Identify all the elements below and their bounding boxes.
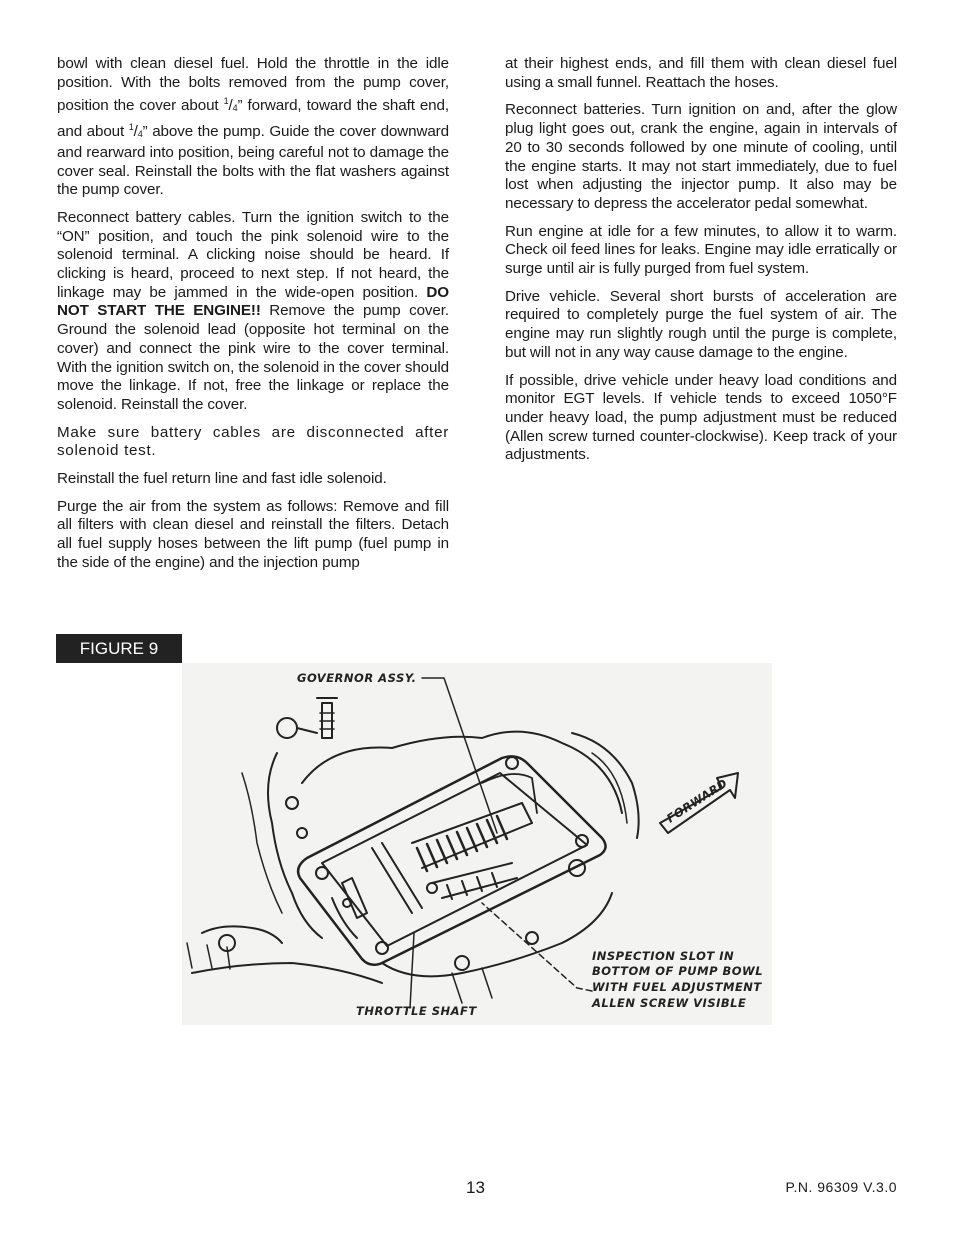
left-text-column [57, 55, 449, 582]
paragraph-reconnect-batteries: Reconnect batteries. Turn ignition on and, after the glow plug light goes out, crank the engine, again in intervals of 20 to 30 seconds followed by one minute of cooling, until the engine starts. It may not start immediately, due to fuel lost when adjusting the injector pump. It also may be necessary to depress the accelerator pedal somewhat. [505, 101, 897, 212]
warning-do-not-start: DO NOT START THE ENGINE!! [57, 283, 449, 320]
callout-forward: FORWARD [664, 775, 730, 826]
right-text-column [505, 55, 897, 474]
part-number: P.N. 96309 V.3.0 [785, 1179, 897, 1195]
figure-label: FIGURE 9 [56, 634, 182, 663]
paragraph-idle-warm: Run engine at idle for a few minutes, to allow it to warm. Check oil feed lines for leaks. Engine may idle erratically or surge until air is fully purged from fuel system. [505, 222, 897, 278]
paragraph-solenoid-test: Reconnect battery cables. Turn the ignition switch to the “ON” position, and touch the pink solenoid wire to the solenoid terminal. A clicking noise should be heard. If clicking is heard, proceed to next step. If not heard, the linkage may be jammed in the wide-open position. DO NOT START THE ENGINE!! Remove the pump cover. Ground the solenoid lead (opposite hot terminal on the cover) and connect the pink wire to the cover terminal. With the ignition switch on, the solenoid in the cover should move the linkage. If not, free the linkage or replace the solenoid. Reinstall the cover. [57, 208, 449, 413]
page-number: 13 [466, 1178, 485, 1197]
callout-throttle-shaft: THROTTLE SHAFT [356, 1004, 477, 1018]
pump-illustration [182, 663, 772, 1025]
paragraph-cover-install: bowl with clean diesel fuel. Hold the throttle in the idle position. With the bolts removed from the pump cover, position the cover about $^1$/4” forward, toward the shaft end, and about $^1$/4” above the pump. Guide the cover downward and rearward into position, being careful not to damage the cover seal. Reinstall the bolts with the flat washers against the pump cover. [57, 55, 449, 199]
fraction-numerator: 1 [223, 96, 229, 107]
figure-injection-pump-diagram [182, 663, 772, 1025]
callout-inspection-line4: ALLEN SCREW VISIBLE [592, 996, 747, 1010]
paragraph-reinstall-return: Reinstall the fuel return line and fast idle solenoid. [57, 470, 387, 488]
paragraph-fill-hoses: at their highest ends, and fill them with clean diesel fuel using a small funnel. Reattach the hoses. [505, 55, 897, 91]
fraction-numerator: 1 [128, 122, 134, 133]
paragraph-battery-note: Make sure battery cables are disconnected after solenoid test. [57, 423, 449, 460]
callout-inspection-line2: BOTTOM OF PUMP BOWL [592, 964, 764, 978]
paragraph-drive-vehicle: Drive vehicle. Several short bursts of acceleration are required to completely purge the fuel system of air. The engine may run slightly rough until the purge is complete, but will not in any way cause damage to the engine. [505, 287, 897, 361]
callout-governor-assy: GOVERNOR ASSY. [297, 671, 417, 685]
callout-inspection-line1: INSPECTION SLOT IN [592, 949, 735, 963]
fraction-denominator: 4 [137, 129, 143, 140]
fraction-denominator: 4 [232, 103, 238, 114]
paragraph-purge-air: Purge the air from the system as follows: Remove and fill all filters with clean diesel and reinstall the filters. Detach all fuel supply hoses between the lift pump (fuel pump in the side of the engine) and the injection pump [57, 497, 449, 571]
callout-inspection-line3: WITH FUEL ADJUSTMENT [592, 980, 762, 994]
paragraph-monitor-egt: If possible, drive vehicle under heavy load conditions and monitor EGT levels. If vehicle tends to exceed 1050°F under heavy load, the pump adjustment must be reduced (Allen screw turned counter-clockwise). Keep track of your adjustments. [505, 371, 897, 464]
